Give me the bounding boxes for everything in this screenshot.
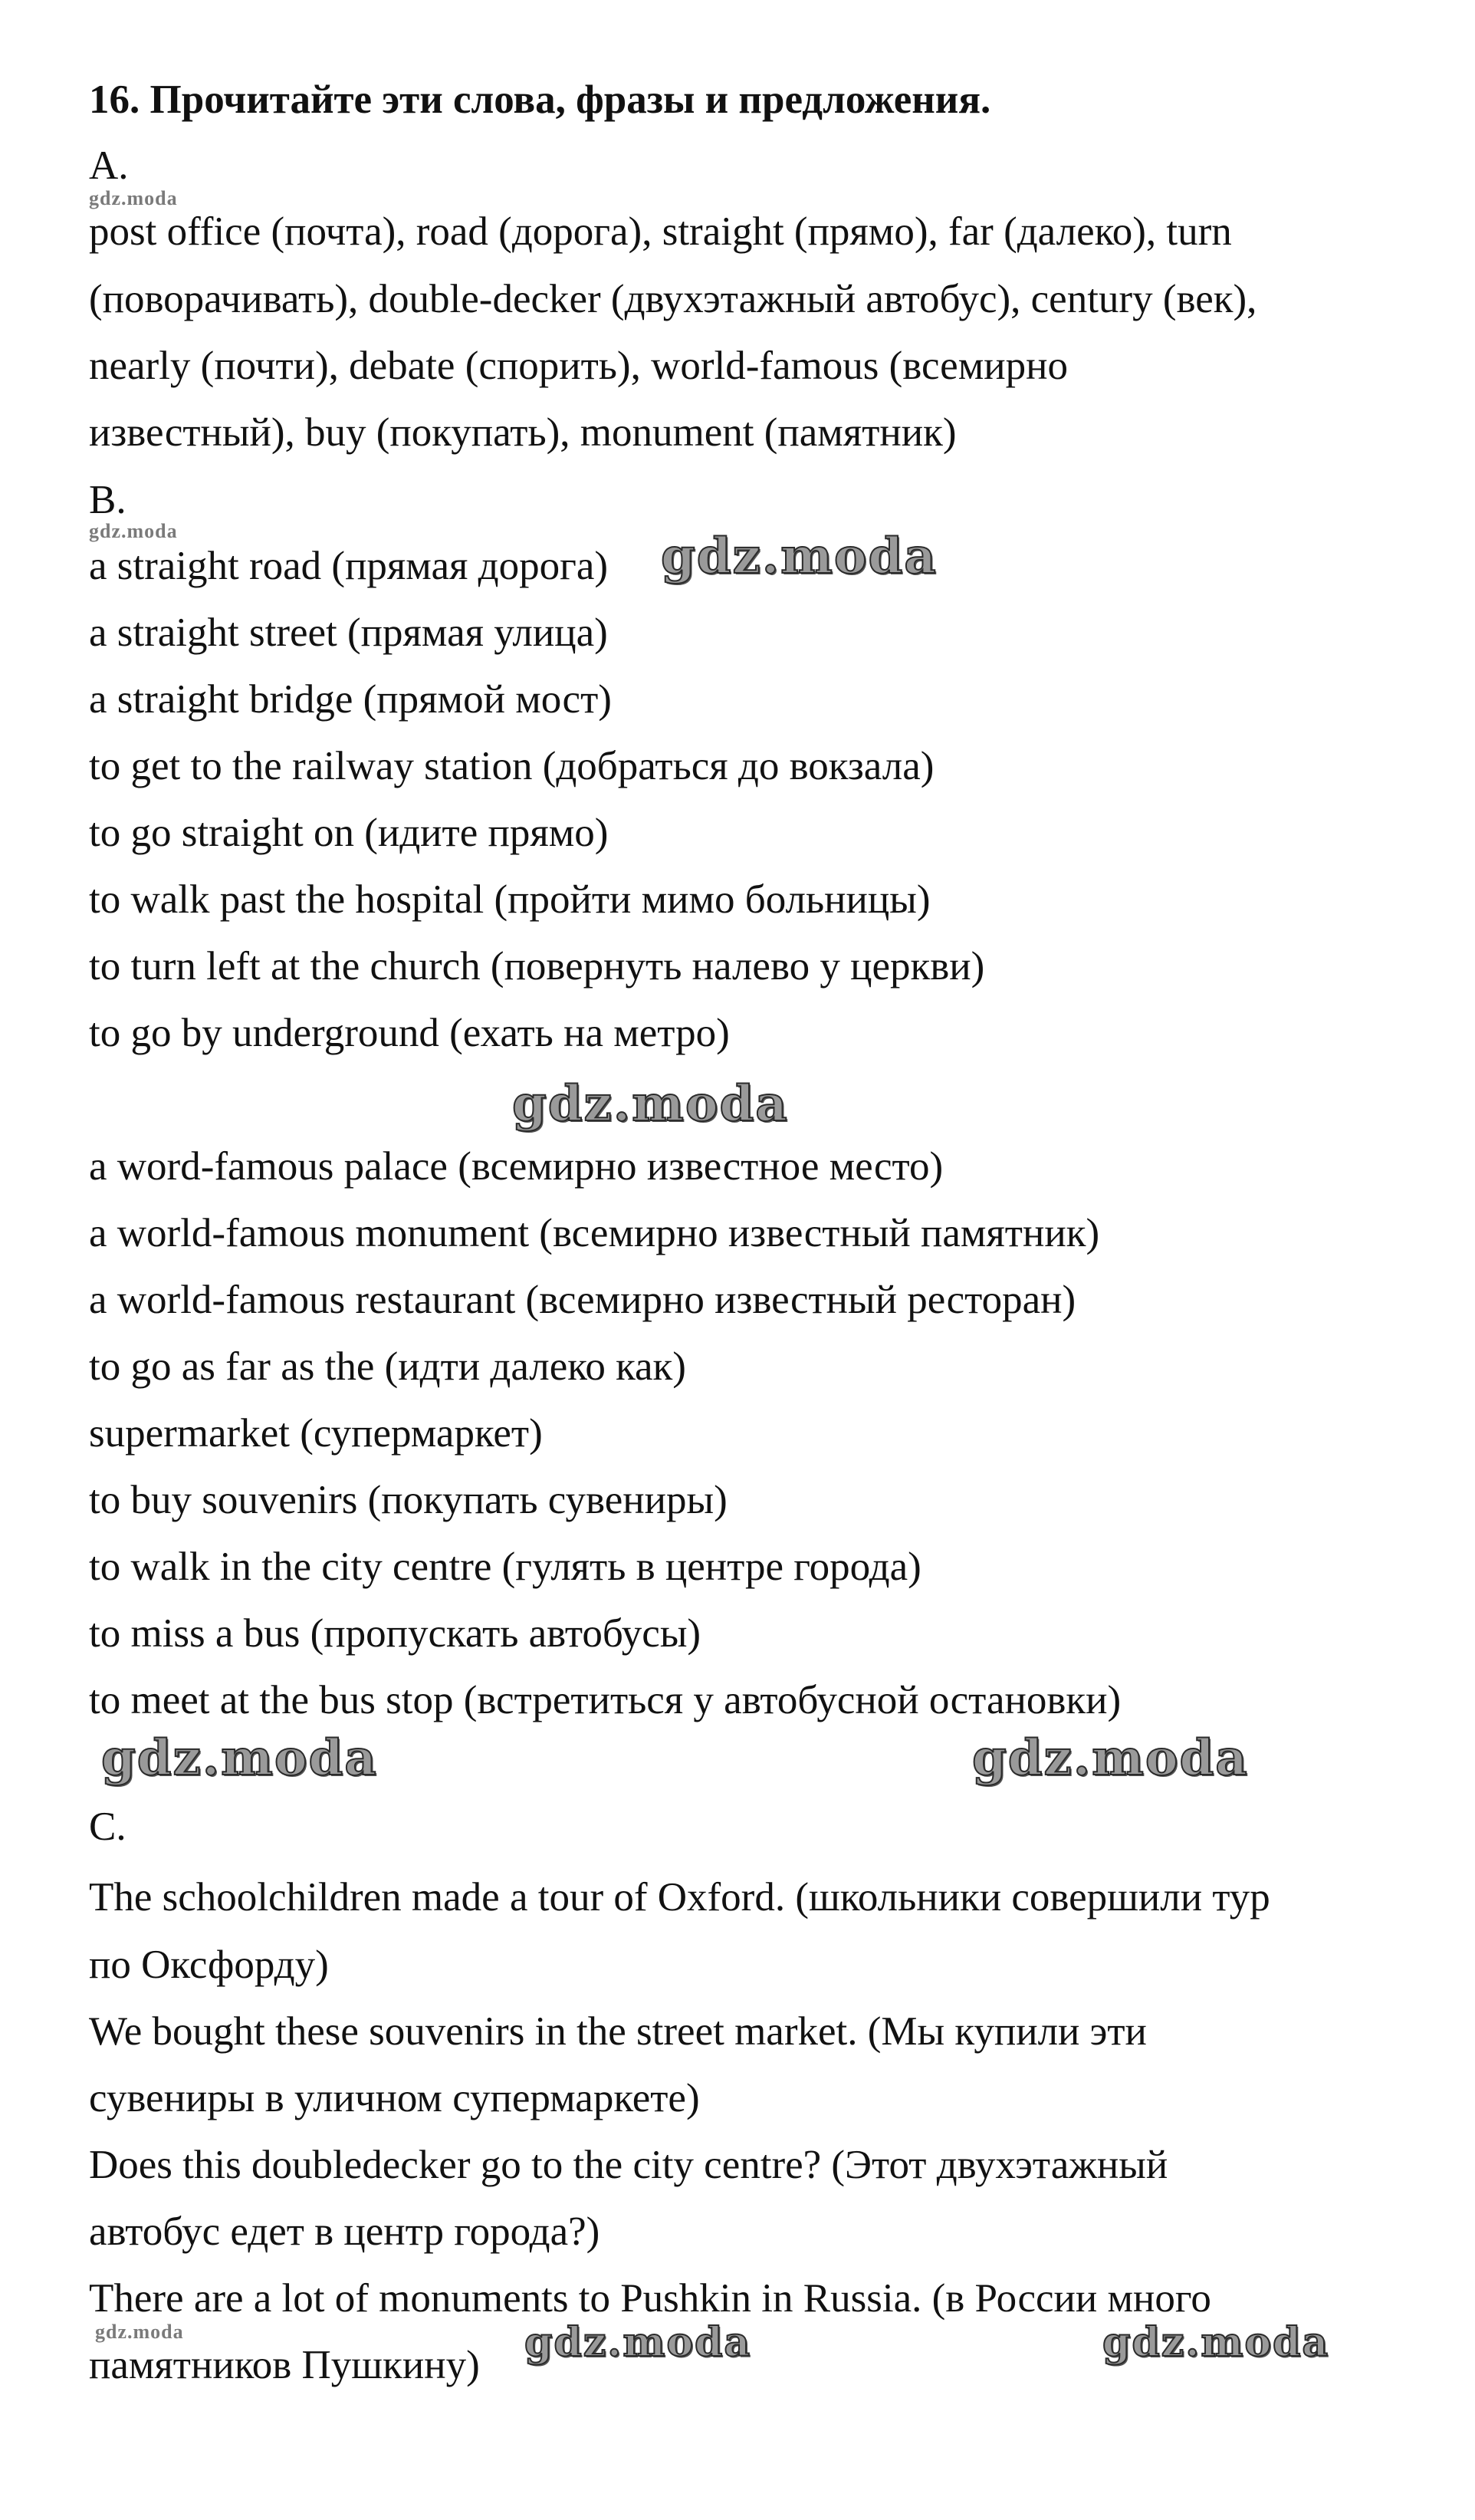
section-c-line: The schoolchildren made a tour of Oxford. (школьники совершили тур: [89, 1875, 1270, 1920]
section-c-line: памятников Пушкину): [89, 2343, 480, 2387]
section-c-line: автобус едет в центр города?): [89, 2209, 600, 2254]
section-c-line: по Оксфорду): [89, 1943, 329, 1987]
watermark-small: gdz.moda: [89, 187, 178, 209]
section-a-line: (поворачивать), double-decker (двухэтажный автобус), century (век),: [89, 277, 1257, 321]
watermark-large: gdz.moda: [524, 2319, 752, 2366]
section-b-line: to meet at the bus stop (встретиться у автобусной остановки): [89, 1678, 1122, 1722]
watermark-small: gdz.moda: [95, 2321, 184, 2343]
section-b-label: B.: [89, 478, 126, 522]
section-b-line: a straight street (прямая улица): [89, 610, 608, 655]
watermark-large: gdz.moda: [1102, 2319, 1330, 2366]
exercise-heading: 16. Прочитайте эти слова, фразы и предложения.: [89, 77, 991, 122]
section-c-label: C.: [89, 1804, 126, 1849]
section-b-line: to buy souvenirs (покупать сувениры): [89, 1478, 728, 1522]
section-b-line: supermarket (супермаркет): [89, 1411, 543, 1456]
section-b-line: to go as far as the (идти далеко как): [89, 1344, 686, 1389]
watermark-large: gdz.moda: [661, 528, 938, 585]
section-a-line: nearly (почти), debate (спорить), world-famous (всемирно: [89, 344, 1068, 388]
watermark-small: gdz.moda: [89, 520, 178, 542]
section-b-line: to walk in the city centre (гулять в центре города): [89, 1545, 921, 1589]
section-b-line: a word-famous palace (всемирно известное место): [89, 1144, 944, 1189]
section-b-line: to get to the railway station (добраться до вокзала): [89, 744, 935, 788]
section-b-line: to miss a bus (пропускать автобусы): [89, 1611, 701, 1656]
watermark-large: gdz.moda: [101, 1729, 378, 1787]
section-b-line: a world-famous restaurant (всемирно известный ресторан): [89, 1278, 1076, 1322]
section-c-line: Does this doubledecker go to the city centre? (Этот двухэтажный: [89, 2143, 1168, 2187]
section-b-line: a world-famous monument (всемирно известный памятник): [89, 1211, 1100, 1255]
section-b-line: to go straight on (идите прямо): [89, 811, 609, 855]
section-c-line: We bought these souvenirs in the street market. (Мы купили эти: [89, 2009, 1147, 2054]
watermark-large: gdz.moda: [972, 1729, 1249, 1787]
section-b-line: to go by underground (ехать на метро): [89, 1011, 730, 1055]
watermark-large: gdz.moda: [512, 1075, 789, 1133]
section-b-line: a straight bridge (прямой мост): [89, 677, 612, 722]
section-c-line: There are a lot of monuments to Pushkin in Russia. (в России много: [89, 2276, 1211, 2321]
section-a-line: post office (почта), road (дорога), straight (прямо), far (далеко), turn: [89, 209, 1232, 254]
section-a-label: A.: [89, 143, 129, 188]
section-b-line: to turn left at the church (повернуть налево у церкви): [89, 944, 985, 989]
section-a-line: известный), buy (покупать), monument (памятник): [89, 410, 957, 455]
section-b-line: to walk past the hospital (пройти мимо больницы): [89, 877, 931, 922]
section-b-line: a straight road (прямая дорога): [89, 544, 609, 588]
section-c-line: сувениры в уличном супермаркете): [89, 2076, 700, 2120]
